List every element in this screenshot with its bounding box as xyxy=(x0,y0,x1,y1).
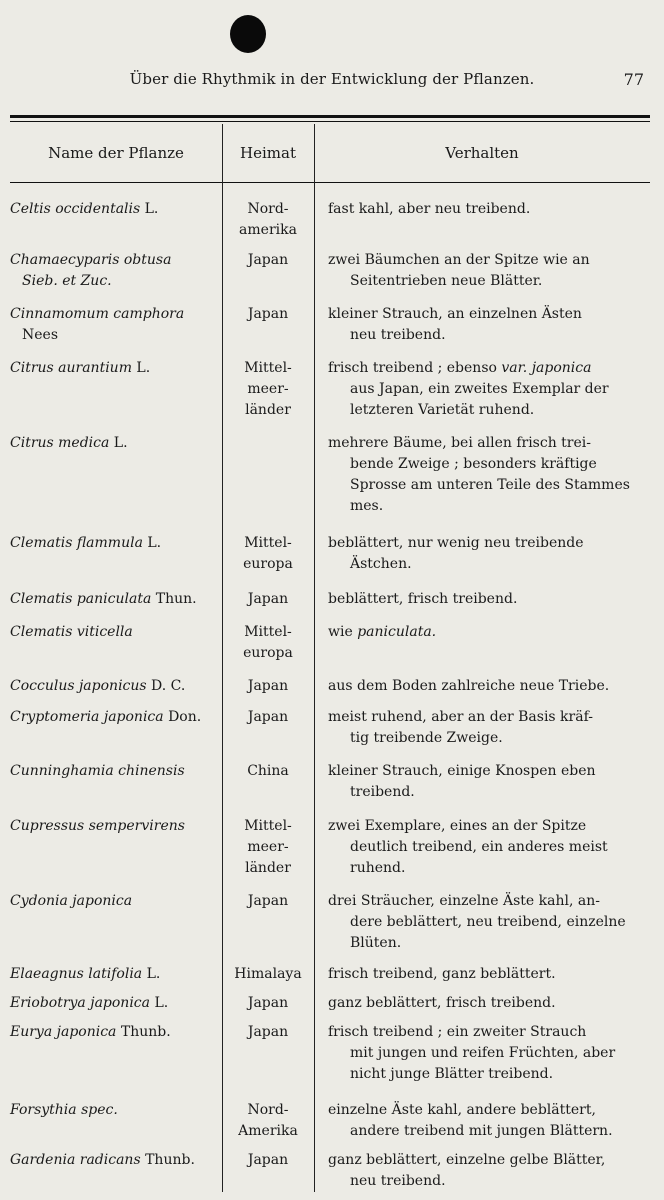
plant-name xyxy=(10,589,220,610)
verhalten-line: zwei Bäumchen an der Spitze wie an xyxy=(328,252,590,268)
author-abbrev: L. xyxy=(142,966,161,982)
heimat-line: Mittel- xyxy=(244,360,292,376)
top-rule-thin xyxy=(10,121,650,122)
page-number: 77 xyxy=(623,70,644,89)
verhalten-line: treibend. xyxy=(350,784,415,800)
verhalten-cell xyxy=(328,993,648,1014)
verhalten-line: beblättert, frisch treibend. xyxy=(328,591,518,607)
heimat-line: länder xyxy=(245,402,291,418)
species-name: Citrus aurantium xyxy=(10,360,132,376)
plant-name xyxy=(10,1150,220,1171)
heimat-cell xyxy=(222,816,314,879)
verhalten-cell xyxy=(328,533,648,575)
variety-name: var. japonica xyxy=(501,360,592,376)
author-abbrev: D. C. xyxy=(146,678,186,694)
heimat-cell xyxy=(222,993,314,1014)
verhalten-line: einzelne Äste kahl, andere beblättert, xyxy=(328,1102,596,1118)
heimat-cell xyxy=(222,707,314,728)
species-name: Cupressus sempervirens xyxy=(10,818,185,834)
author-abbrev: L. xyxy=(131,360,151,376)
column-divider-2 xyxy=(314,124,315,1192)
heimat-line: Mittel- xyxy=(244,535,292,551)
plant-name xyxy=(10,533,220,554)
header-heimat: Heimat xyxy=(240,144,296,162)
header-name: Name der Pflanze xyxy=(48,144,184,162)
author-abbrev: Thunb. xyxy=(140,1152,195,1168)
plant-name xyxy=(10,816,220,837)
plant-name xyxy=(10,964,220,985)
verhalten-line: frisch treibend ; ein zweiter Strauch xyxy=(328,1024,587,1040)
heimat-cell xyxy=(222,964,314,985)
species-name: Chamaecyparis obtusa xyxy=(10,252,172,268)
verhalten-cell xyxy=(328,589,648,610)
species-name: Gardenia radicans xyxy=(10,1152,141,1168)
plant-name xyxy=(10,1022,220,1043)
heimat-line: Japan xyxy=(247,995,289,1011)
verhalten-line: ruhend. xyxy=(350,860,406,876)
heimat-line: meer- xyxy=(247,839,289,855)
verhalten-line: Sprosse am unteren Teile des Stammes xyxy=(350,477,630,493)
verhalten-line: kleiner Strauch, an einzelnen Ästen xyxy=(328,306,582,322)
heimat-line: Nord- xyxy=(247,201,289,217)
author-abbrev: L. xyxy=(140,201,159,217)
verhalten-line: kleiner Strauch, einige Knospen eben xyxy=(328,763,596,779)
author-abbrev: Thunb. xyxy=(116,1024,171,1040)
verhalten-line: aus Japan, ein zweites Exemplar der xyxy=(350,381,609,397)
verhalten-cell xyxy=(328,891,648,954)
heimat-cell xyxy=(222,199,314,241)
verhalten-line: beblättert, nur wenig neu treibende xyxy=(328,535,584,551)
species-name: Clematis paniculata xyxy=(10,591,152,607)
verhalten-line: frisch treibend, ganz beblättert. xyxy=(328,966,556,982)
author-abbrev: L. xyxy=(142,535,162,551)
heimat-line: Japan xyxy=(247,306,289,322)
species-name: Celtis occidentalis xyxy=(10,201,141,217)
running-head-title: Über die Rhythmik in der Entwicklung der Pflanzen. xyxy=(129,70,535,88)
heimat-line: europa xyxy=(243,645,293,661)
species-name: Clematis viticella xyxy=(10,624,133,640)
plant-name xyxy=(10,761,220,782)
heimat-cell xyxy=(222,304,314,325)
species-reference: paniculata. xyxy=(357,624,437,640)
verhalten-line: dere beblättert, neu treibend, einzelne xyxy=(350,914,626,930)
plant-name xyxy=(10,676,220,697)
punch-hole xyxy=(230,15,266,53)
verhalten-line: Seitentrieben neue Blätter. xyxy=(350,273,543,289)
author-abbrev: Don. xyxy=(163,709,202,725)
verhalten-line: deutlich treibend, ein anderes meist xyxy=(350,839,608,855)
species-name: Cunninghamia chinensis xyxy=(10,763,185,779)
verhalten-text: wie xyxy=(328,624,358,640)
header-rule xyxy=(10,182,650,183)
verhalten-line: bende Zweige ; besonders kräftige xyxy=(350,456,597,472)
heimat-line: Japan xyxy=(247,252,289,268)
author-abbrev: Nees xyxy=(22,327,59,343)
verhalten-line: meist ruhend, aber an der Basis kräf- xyxy=(328,709,593,725)
verhalten-cell xyxy=(328,304,648,346)
heimat-cell xyxy=(222,1150,314,1171)
species-name: Cydonia japonica xyxy=(10,893,133,909)
plant-name xyxy=(10,622,220,643)
author-abbrev: Thun. xyxy=(151,591,197,607)
verhalten-line: mit jungen und reifen Früchten, aber xyxy=(350,1045,616,1061)
verhalten-line: ganz beblättert, frisch treibend. xyxy=(328,995,556,1011)
species-name: Elaeagnus latifolia xyxy=(10,966,143,982)
verhalten-cell xyxy=(328,199,648,220)
plant-name xyxy=(10,358,220,379)
top-rule-thick xyxy=(10,115,650,118)
verhalten-cell xyxy=(328,761,648,803)
verhalten-line: Ästchen. xyxy=(350,556,412,572)
running-head xyxy=(0,70,664,92)
plant-name xyxy=(10,891,220,912)
heimat-cell xyxy=(222,891,314,912)
author-abbrev: Sieb. et Zuc. xyxy=(22,273,112,289)
heimat-line: Japan xyxy=(247,1152,289,1168)
plant-name xyxy=(10,250,220,292)
verhalten-cell xyxy=(328,707,648,749)
plant-name xyxy=(10,433,220,454)
heimat-line: Amerika xyxy=(238,1123,298,1139)
verhalten-line: neu treibend. xyxy=(350,1173,446,1189)
heimat-cell xyxy=(222,589,314,610)
verhalten-line: mehrere Bäume, bei allen frisch trei- xyxy=(328,435,591,451)
species-name: Clematis flammula xyxy=(10,535,143,551)
heimat-line: China xyxy=(247,763,289,779)
verhalten-line: tig treibende Zweige. xyxy=(350,730,503,746)
heimat-line: länder xyxy=(245,860,291,876)
species-name: Cocculus japonicus xyxy=(10,678,147,694)
heimat-line: Mittel- xyxy=(244,818,292,834)
plant-name xyxy=(10,304,220,346)
verhalten-line: letzteren Varietät ruhend. xyxy=(350,402,535,418)
heimat-line: amerika xyxy=(239,222,297,238)
verhalten-cell xyxy=(328,676,648,697)
verhalten-line: andere treibend mit jungen Blättern. xyxy=(350,1123,613,1139)
plant-name xyxy=(10,707,220,728)
heimat-cell xyxy=(222,1100,314,1142)
verhalten-cell xyxy=(328,964,648,985)
species-name: Eurya japonica xyxy=(10,1024,117,1040)
plant-name xyxy=(10,993,220,1014)
verhalten-line: mes. xyxy=(350,498,384,514)
author-abbrev: L. xyxy=(150,995,169,1011)
heimat-cell xyxy=(222,1022,314,1043)
verhalten-cell xyxy=(328,816,648,879)
verhalten-line xyxy=(328,622,648,643)
heimat-cell xyxy=(222,358,314,421)
heimat-cell xyxy=(222,676,314,697)
heimat-line: meer- xyxy=(247,381,289,397)
heimat-cell xyxy=(222,761,314,782)
author-abbrev: L. xyxy=(109,435,128,451)
heimat-cell xyxy=(222,250,314,271)
plant-name xyxy=(10,1100,220,1121)
heimat-line: europa xyxy=(243,556,293,572)
verhalten-line xyxy=(328,358,648,379)
species-name: Citrus medica xyxy=(10,435,110,451)
verhalten-cell xyxy=(328,1100,648,1142)
heimat-line: Himalaya xyxy=(234,966,302,982)
species-name: Cinnamomum camphora xyxy=(10,306,185,322)
species-name: Eriobotrya japonica xyxy=(10,995,150,1011)
verhalten-text: frisch treibend ; ebenso xyxy=(328,360,502,376)
heimat-line: Nord- xyxy=(247,1102,289,1118)
verhalten-line: nicht junge Blätter treibend. xyxy=(350,1066,554,1082)
verhalten-line: neu treibend. xyxy=(350,327,446,343)
verhalten-cell xyxy=(328,1150,648,1192)
verhalten-line: Blüten. xyxy=(350,935,402,951)
heimat-cell xyxy=(222,622,314,664)
heimat-line: Mittel- xyxy=(244,624,292,640)
verhalten-cell xyxy=(328,358,648,421)
heimat-line: Japan xyxy=(247,893,289,909)
species-name: Forsythia spec. xyxy=(10,1102,118,1118)
verhalten-cell xyxy=(328,1022,648,1085)
verhalten-cell xyxy=(328,250,648,292)
species-name: Cryptomeria japonica xyxy=(10,709,164,725)
heimat-cell xyxy=(222,533,314,575)
heimat-line: Japan xyxy=(247,1024,289,1040)
verhalten-cell xyxy=(328,622,648,643)
plant-name xyxy=(10,199,220,220)
heimat-line: Japan xyxy=(247,678,289,694)
verhalten-line: drei Sträucher, einzelne Äste kahl, an- xyxy=(328,893,600,909)
heimat-line: Japan xyxy=(247,591,289,607)
verhalten-line: zwei Exemplare, eines an der Spitze xyxy=(328,818,587,834)
verhalten-cell xyxy=(328,433,648,517)
heimat-line: Japan xyxy=(247,709,289,725)
header-verhalten: Verhalten xyxy=(445,144,519,162)
verhalten-line: fast kahl, aber neu treibend. xyxy=(328,201,531,217)
verhalten-line: ganz beblättert, einzelne gelbe Blätter, xyxy=(328,1152,606,1168)
verhalten-line: aus dem Boden zahlreiche neue Triebe. xyxy=(328,678,610,694)
